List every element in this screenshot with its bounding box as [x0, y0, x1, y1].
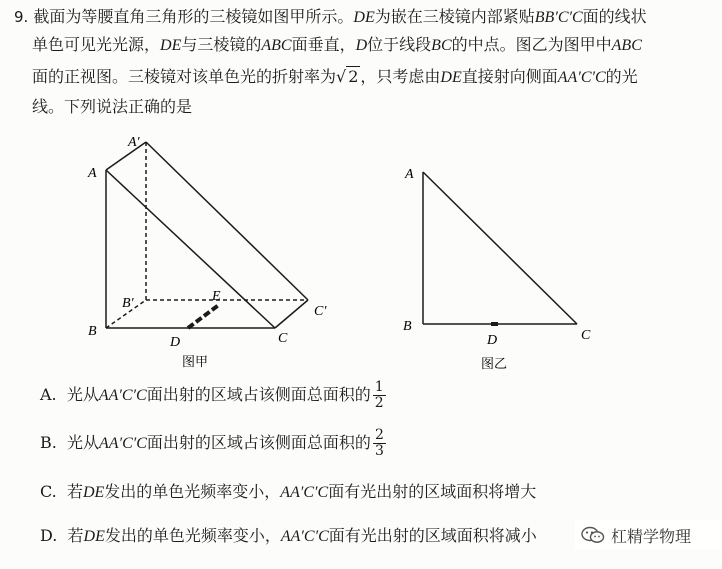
text-segment: 若 — [66, 482, 83, 501]
text-segment: 单色可见光光源， — [32, 35, 161, 54]
text-segment: 截面为等腰直角三角形的三棱镜如图甲所示。 — [33, 7, 354, 26]
label-c: C — [581, 328, 591, 343]
edge-ac — [423, 172, 577, 324]
option-b — [40, 428, 386, 459]
text-segment: 面出射的区域占该侧面总面积的 — [146, 433, 371, 452]
sqrt-radicand: 2 — [348, 67, 359, 86]
symbol-bc: BC — [431, 37, 452, 54]
text-segment: 光从 — [67, 433, 100, 452]
symbol-de: DE — [83, 528, 105, 545]
figure-a-caption: 图甲 — [182, 355, 209, 370]
sqrt-expression: √ 2 — [336, 67, 359, 86]
label-d: D — [487, 333, 498, 348]
option-d — [40, 524, 537, 549]
text-segment: 为嵌在三棱镜内部紧贴 — [374, 7, 535, 26]
figure-b-caption: 图乙 — [481, 357, 508, 372]
text-segment: 与三棱镜的 — [181, 35, 262, 54]
text-segment: 发出的单色光频率变小， — [104, 526, 281, 545]
text-segment: 光从 — [66, 385, 99, 404]
edge-a-prime-c-prime — [146, 142, 308, 300]
option-c — [40, 480, 536, 505]
option-letter: C. — [40, 482, 57, 501]
label-d: D — [170, 335, 181, 350]
label-b-prime: B′ — [122, 296, 134, 311]
label-a-prime: A′ — [128, 135, 140, 150]
symbol-face: AA′C′C — [99, 435, 147, 452]
text-segment: 面的正视图。三棱镜对该单色光的折射率为 — [32, 67, 337, 86]
symbol-face: AA′C′C — [557, 69, 606, 86]
watermark — [575, 520, 721, 550]
question-number: 9. — [14, 8, 29, 26]
fraction — [373, 380, 386, 411]
text-segment: 若 — [67, 526, 84, 545]
question-line-4: 线。下列说法正确的是 — [32, 97, 193, 116]
option-a — [40, 380, 386, 411]
text-segment: 的光 — [605, 67, 638, 86]
edge-cc-prime — [275, 300, 308, 328]
label-a: A — [88, 166, 97, 181]
figure-a — [70, 128, 350, 373]
symbol-de: DE — [160, 37, 182, 54]
figure-b — [395, 158, 605, 373]
label-e: E — [212, 289, 221, 304]
symbol-d: D — [355, 37, 368, 54]
question-line-2 — [32, 34, 642, 57]
symbol-de: DE — [440, 69, 462, 86]
label-c-prime: C′ — [314, 304, 327, 319]
text-segment: 直接射向侧面 — [461, 67, 558, 86]
symbol-abc: ABC — [261, 37, 292, 54]
symbol-de: DE — [82, 484, 105, 501]
option-letter: A. — [40, 385, 57, 404]
text-segment: 的中点。图乙为图甲中 — [451, 35, 612, 54]
wechat-icon — [581, 525, 605, 545]
text-segment: 面垂直， — [291, 35, 356, 54]
symbol-abc: ABC — [611, 37, 642, 54]
text-segment: 面的线状 — [582, 7, 647, 26]
label-a: A — [405, 167, 414, 182]
text-segment: 面有光出射的区域面积将减小 — [328, 526, 537, 545]
fraction-denominator: 3 — [374, 443, 384, 459]
label-b: B — [88, 324, 97, 339]
question-line-3 — [32, 66, 638, 89]
text-segment: 位于线段 — [367, 35, 432, 54]
label-b: B — [403, 319, 412, 334]
fraction — [373, 428, 386, 459]
symbol-face: AA′C′C — [280, 484, 329, 501]
text-segment: 发出的单色光频率变小， — [104, 482, 281, 501]
text-segment: 面出射的区域占该侧面总面积的 — [146, 385, 371, 404]
symbol-face: BB′C′C — [534, 9, 583, 26]
symbol-face: AA′C′C — [98, 387, 147, 404]
fraction-denominator: 2 — [374, 395, 384, 411]
symbol-de: DE — [353, 9, 375, 26]
label-c: C — [278, 331, 288, 346]
text-segment: ，只考虑由 — [360, 67, 441, 86]
light-source-de — [188, 304, 220, 328]
edge-aa-prime — [106, 142, 146, 170]
fraction-numerator: 1 — [374, 379, 384, 395]
question-line-1 — [14, 6, 647, 29]
option-letter: B. — [40, 433, 57, 452]
symbol-face: AA′C′C — [280, 528, 329, 545]
text-segment: 面有光出射的区域面积将增大 — [328, 482, 537, 501]
fraction-numerator: 2 — [374, 427, 384, 443]
watermark-text: 杠精学物理 — [611, 526, 692, 546]
option-letter: D. — [40, 526, 58, 545]
